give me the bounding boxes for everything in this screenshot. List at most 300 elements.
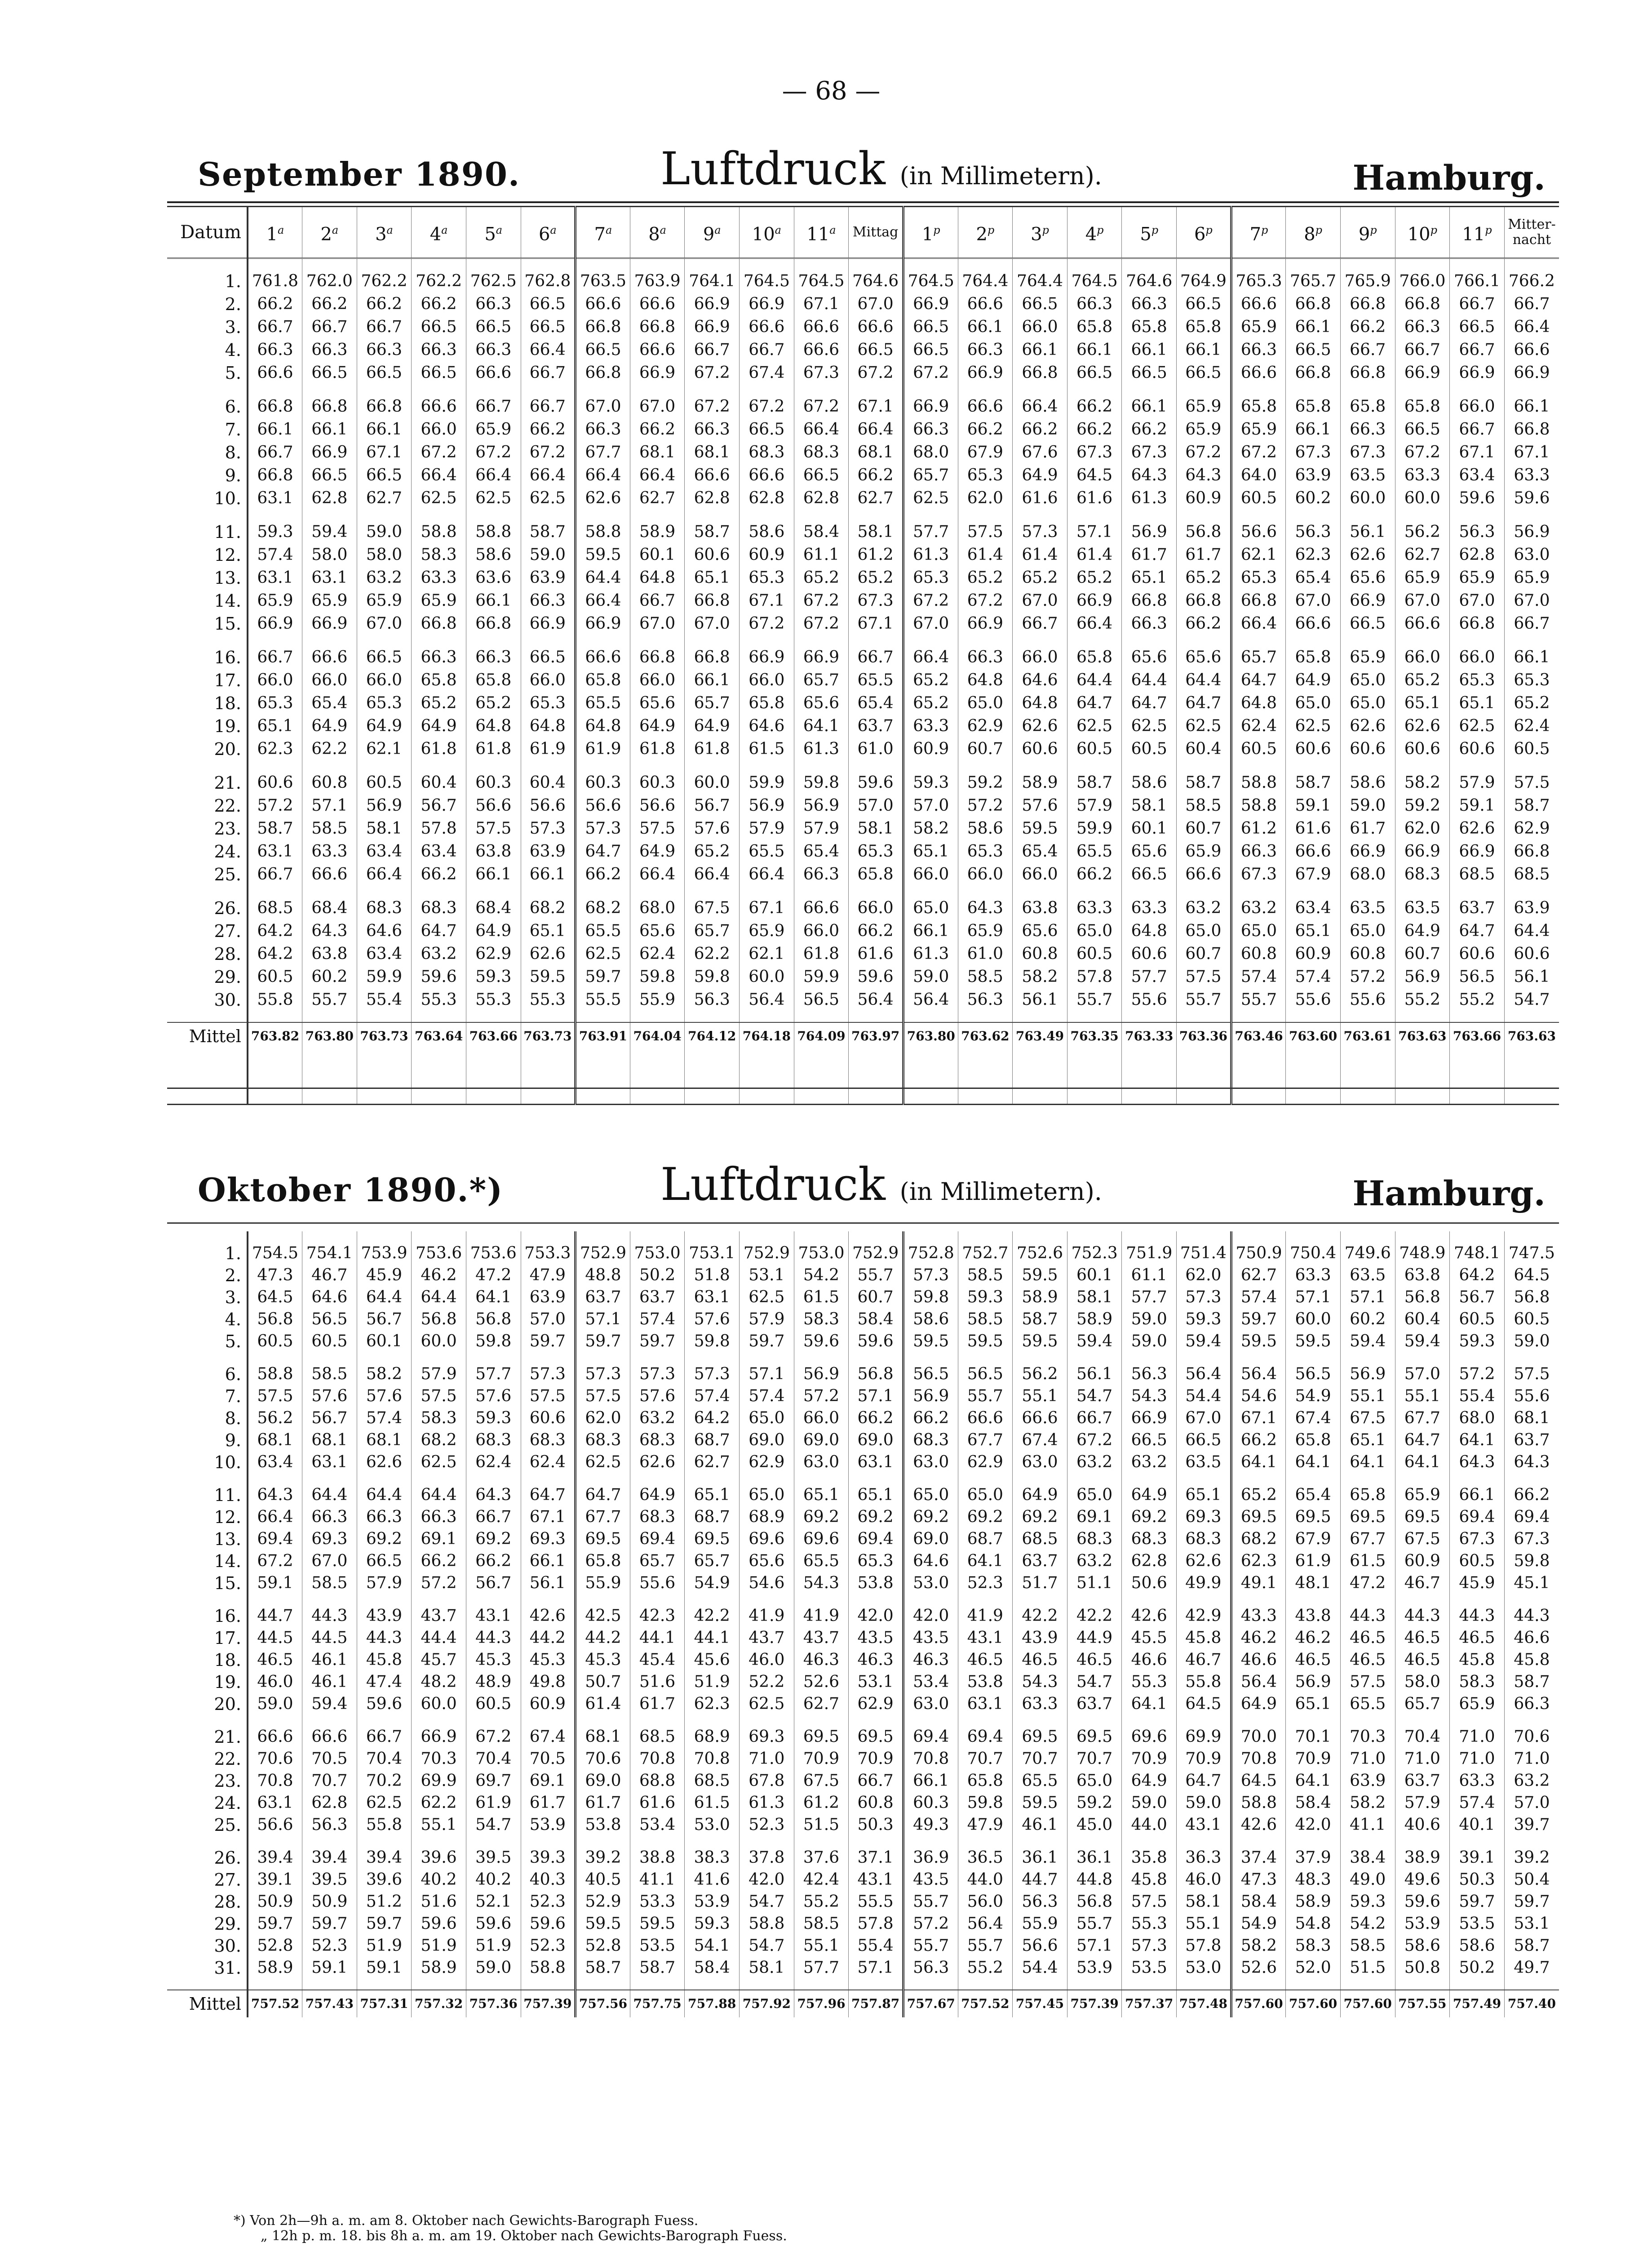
pressure-value: 61.4 [576,1693,630,1715]
pressure-value: 60.6 [1286,737,1341,760]
pressure-value: 46.0 [740,1649,794,1671]
pressure-value: 65.5 [1013,1770,1067,1792]
pressure-value: 764.6 [1122,270,1177,293]
pressure-value: 56.5 [302,1308,357,1330]
pressure-value: 45.3 [466,1649,521,1671]
spacer-cell [1286,886,1341,897]
pressure-value: 66.5 [357,361,412,384]
pressure-value: 58.2 [357,1363,412,1385]
pressure-value: 55.6 [1504,1385,1559,1407]
day-label: 24. [214,1793,241,1813]
pressure-value: 56.9 [1504,520,1559,543]
pressure-value: 66.2 [630,418,685,441]
pressure-value: 59.1 [302,1957,357,1979]
pressure-value: 60.6 [1013,737,1067,760]
pressure-value: 39.6 [357,1869,412,1891]
pressure-value: 62.9 [1504,817,1559,840]
spacer-cell [576,1979,630,1990]
pressure-value: 57.3 [576,817,630,840]
header-hour: 8$^p$ [1286,207,1341,258]
header-hour: 3$^p$ [1013,207,1067,258]
pressure-value: 752.6 [1013,1242,1067,1264]
day-row [167,1550,1559,1572]
spacer-cell [1231,886,1286,897]
pressure-value: 66.9 [1340,589,1395,612]
pressure-value: 60.8 [849,1792,904,1814]
pressure-value: 46.0 [1177,1869,1231,1891]
spacer-cell [794,1352,849,1363]
pressure-value: 57.9 [1067,794,1122,817]
pressure-value: 52.6 [794,1671,849,1693]
pressure-value: 64.9 [302,715,357,737]
pressure-value: 57.2 [412,1572,466,1594]
pressure-value: 67.2 [1067,1429,1122,1451]
pressure-value: 67.3 [1450,1528,1505,1550]
pressure-value: 56.8 [849,1363,904,1385]
spacer-cell [1067,510,1122,520]
day-row [167,1572,1559,1594]
pressure-value: 53.4 [903,1671,958,1693]
pressure-value: 59.5 [630,1913,685,1935]
day-label: 9. [225,465,241,485]
pressure-value: 65.1 [685,566,740,589]
spacer-cell [740,1473,794,1484]
spacer-cell [1340,760,1395,771]
page-number: — 68 — [782,76,881,106]
pressure-value: 43.5 [903,1869,958,1891]
pressure-value: 66.5 [1067,361,1122,384]
pressure-value: 56.3 [1286,520,1341,543]
pressure-value: 64.8 [521,715,576,737]
spacer-cell [1395,1050,1450,1105]
pressure-value: 62.4 [1504,715,1559,737]
mean-value: 757.52 [248,1990,302,2017]
day-label: 21. [214,1727,241,1747]
spacer-cell [903,510,958,520]
pressure-value: 66.1 [1067,338,1122,361]
pressure-value: 70.7 [958,1748,1013,1770]
spacer-cell [576,1231,630,1242]
spacer-cell [740,1594,794,1605]
mean-value: 757.49 [1450,1990,1505,2017]
mean-value: 763.73 [357,1022,412,1050]
pressure-value: 64.1 [1395,1451,1450,1473]
pressure-value: 57.9 [412,1363,466,1385]
pressure-value: 50.3 [1450,1869,1505,1891]
spacer-cell [1067,1473,1122,1484]
pressure-value: 61.0 [849,737,904,760]
pressure-value: 57.8 [412,817,466,840]
spacer-cell [357,1473,412,1484]
pressure-value: 63.2 [1177,897,1231,919]
pressure-value: 58.7 [1504,794,1559,817]
day-label: 2. [225,1265,241,1285]
pressure-value: 54.6 [740,1572,794,1594]
pressure-value: 58.5 [958,1308,1013,1330]
header-hour: 7$^a$ [576,207,630,258]
pressure-value: 57.6 [302,1385,357,1407]
pressure-value: 66.3 [685,418,740,441]
spacer-cell [167,384,248,395]
pressure-value: 66.8 [412,612,466,635]
spacer-cell [958,886,1013,897]
pressure-value: 66.8 [1395,293,1450,315]
pressure-value: 66.9 [1504,361,1559,384]
pressure-value: 62.9 [958,1451,1013,1473]
pressure-value: 37.8 [740,1847,794,1869]
pressure-value: 59.4 [1177,1330,1231,1352]
pressure-value: 52.8 [576,1935,630,1957]
spacer-cell [740,1836,794,1847]
pressure-value: 56.7 [685,794,740,817]
day-row [167,1605,1559,1627]
pressure-value: 65.4 [1286,1484,1341,1506]
pressure-value: 56.3 [1450,520,1505,543]
pressure-value: 64.4 [357,1484,412,1506]
pressure-value: 62.8 [1450,543,1505,566]
pressure-value: 65.9 [357,589,412,612]
day-row [167,1528,1559,1550]
pressure-value: 68.7 [958,1528,1013,1550]
spacer-cell [1504,510,1559,520]
spacer-cell [1504,1352,1559,1363]
day-row [167,1891,1559,1913]
pressure-value: 55.9 [576,1572,630,1594]
pressure-value: 60.4 [1395,1308,1450,1330]
pressure-value: 66.6 [1286,840,1341,863]
spacer-cell [357,1594,412,1605]
pressure-value: 56.7 [357,1308,412,1330]
pressure-value: 69.4 [1450,1506,1505,1528]
pressure-value: 64.7 [1177,692,1231,715]
group-spacer [167,510,1559,520]
pressure-value: 65.0 [1340,692,1395,715]
spacer-cell [357,635,412,646]
spacer-cell [1067,1352,1122,1363]
pressure-value: 66.9 [903,395,958,418]
pressure-value: 47.9 [521,1264,576,1286]
pressure-value: 68.3 [794,441,849,464]
pressure-value: 66.8 [1177,589,1231,612]
day-label: 15. [214,613,241,634]
pressure-value: 59.6 [1395,1891,1450,1913]
pressure-value: 64.3 [958,897,1013,919]
pressure-value: 66.6 [630,338,685,361]
pressure-value: 64.1 [1122,1693,1177,1715]
pressure-value: 747.5 [1504,1242,1559,1264]
pressure-value: 54.7 [1504,988,1559,1011]
pressure-value: 66.3 [412,1506,466,1528]
pressure-value: 58.6 [1395,1935,1450,1957]
pressure-value: 61.2 [794,1792,849,1814]
spacer-cell [1231,635,1286,646]
spacer-cell [466,1715,521,1726]
pressure-value: 65.4 [1013,840,1067,863]
spacer-cell [1340,1473,1395,1484]
pressure-value: 66.2 [412,1550,466,1572]
pressure-value: 59.6 [466,1913,521,1935]
pressure-value: 68.2 [412,1429,466,1451]
pressure-value: 68.3 [630,1506,685,1528]
day-row [167,771,1559,794]
pressure-value: 62.5 [740,1286,794,1308]
pressure-value: 44.2 [576,1627,630,1649]
pressure-value: 62.5 [1067,715,1122,737]
pressure-value: 49.9 [1177,1572,1231,1594]
pressure-value: 59.5 [958,1330,1013,1352]
pressure-value: 66.9 [576,612,630,635]
pressure-value: 67.0 [1395,589,1450,612]
pressure-value: 65.6 [1340,566,1395,589]
pressure-value: 67.0 [357,612,412,635]
pressure-value: 752.7 [958,1242,1013,1264]
spacer-cell [1450,1594,1505,1605]
header-datum: Datum [167,207,248,258]
pressure-value: 45.8 [1122,1869,1177,1891]
pressure-value: 55.4 [1450,1385,1505,1407]
pressure-value: 62.8 [302,1792,357,1814]
pressure-value: 66.6 [958,1407,1013,1429]
pressure-value: 58.8 [740,1913,794,1935]
pressure-value: 46.7 [302,1264,357,1286]
pressure-value: 62.3 [685,1693,740,1715]
day-row [167,520,1559,543]
pressure-value: 62.6 [1450,817,1505,840]
day-label: 8. [225,1408,241,1428]
spacer-cell [167,1011,248,1022]
pressure-value: 67.0 [1450,589,1505,612]
spacer-cell [794,1836,849,1847]
pressure-value: 55.7 [302,988,357,1011]
pressure-value: 60.3 [576,771,630,794]
pressure-value: 56.3 [1013,1891,1067,1913]
pressure-value: 55.2 [1450,988,1505,1011]
pressure-value: 65.0 [1177,919,1231,942]
pressure-value: 53.5 [1450,1913,1505,1935]
pressure-value: 66.1 [1177,338,1231,361]
pressure-value: 67.2 [412,441,466,464]
pressure-value: 59.4 [302,1693,357,1715]
pressure-value: 59.0 [1122,1308,1177,1330]
pressure-value: 64.6 [740,715,794,737]
pressure-value: 60.6 [1450,942,1505,965]
pressure-value: 71.0 [1340,1748,1395,1770]
pressure-value: 63.3 [302,840,357,863]
spacer-cell [1340,1594,1395,1605]
mean-value: 763.80 [903,1022,958,1050]
pressure-value: 44.5 [302,1627,357,1649]
spacer-cell [248,258,302,270]
pressure-value: 65.1 [1286,919,1341,942]
pressure-value: 59.5 [576,543,630,566]
pressure-value: 63.1 [958,1693,1013,1715]
pressure-value: 71.0 [1450,1748,1505,1770]
pressure-value: 54.7 [740,1935,794,1957]
spacer-cell [1013,1715,1067,1726]
spacer-cell [685,1473,740,1484]
day-row [167,1693,1559,1715]
day-label: 29. [214,967,241,987]
pressure-value: 55.3 [1122,1671,1177,1693]
pressure-value: 68.4 [302,897,357,919]
pressure-value: 64.6 [302,1286,357,1308]
pressure-value: 60.5 [466,1693,521,1715]
pressure-value: 55.3 [466,988,521,1011]
pressure-value: 53.1 [849,1671,904,1693]
day-label: 1. [225,1243,241,1263]
pressure-value: 66.2 [1340,315,1395,338]
spacer-cell [1395,1594,1450,1605]
pressure-value: 68.8 [630,1770,685,1792]
spacer-cell [576,1594,630,1605]
spacer-cell [167,1594,248,1605]
spacer-cell [466,886,521,897]
pressure-value: 59.9 [740,771,794,794]
pressure-value: 753.1 [685,1242,740,1264]
pressure-value: 43.7 [794,1627,849,1649]
pressure-value: 63.3 [1286,1264,1341,1286]
pressure-value: 67.1 [740,589,794,612]
pressure-value: 64.9 [1286,669,1341,692]
pressure-value: 66.4 [1013,395,1067,418]
pressure-value: 68.2 [1231,1528,1286,1550]
pressure-value: 58.7 [248,817,302,840]
pressure-value: 65.9 [412,589,466,612]
pressure-value: 65.4 [302,692,357,715]
day-label: 13. [214,1529,241,1549]
pressure-value: 65.6 [794,692,849,715]
pressure-value: 65.7 [685,1550,740,1572]
spacer-cell [1177,635,1231,646]
pressure-value: 69.0 [576,1770,630,1792]
pressure-value: 56.2 [1395,520,1450,543]
pressure-value: 65.5 [576,919,630,942]
pressure-value: 45.9 [1450,1572,1505,1594]
pressure-value: 42.3 [630,1605,685,1627]
pressure-value: 50.4 [1504,1869,1559,1891]
pressure-value: 65.8 [1286,395,1341,418]
pressure-value: 65.8 [1395,395,1450,418]
pressure-value: 66.7 [630,589,685,612]
pressure-value: 62.4 [466,1451,521,1473]
pressure-value: 36.1 [1067,1847,1122,1869]
pressure-value: 68.3 [740,441,794,464]
spacer-cell [1286,1473,1341,1484]
pressure-value: 66.8 [685,589,740,612]
spacer-cell [412,1715,466,1726]
pressure-value: 64.2 [685,1407,740,1429]
pressure-value: 56.6 [466,794,521,817]
spacer-cell [1122,1352,1177,1363]
pressure-value: 65.1 [521,919,576,942]
pressure-value: 762.5 [466,270,521,293]
spacer-cell [412,1231,466,1242]
header-hour: Mitter-nacht [1504,207,1559,258]
day-label: 21. [214,773,241,793]
pressure-value: 59.7 [1231,1308,1286,1330]
pressure-value: 66.2 [958,418,1013,441]
pressure-value: 46.6 [1231,1649,1286,1671]
pressure-value: 58.1 [740,1957,794,1979]
spacer-cell [167,760,248,771]
pressure-value: 66.8 [1340,361,1395,384]
day-row [167,1649,1559,1671]
pressure-value: 48.9 [466,1671,521,1693]
pressure-value: 39.2 [576,1847,630,1869]
spacer-cell [794,886,849,897]
pressure-value: 63.6 [466,566,521,589]
pressure-value: 60.8 [1231,942,1286,965]
pressure-value: 63.9 [1340,1770,1395,1792]
day-row [167,1330,1559,1352]
pressure-value: 56.3 [958,988,1013,1011]
pressure-value: 56.4 [958,1913,1013,1935]
pressure-value: 56.4 [740,988,794,1011]
pressure-value: 62.3 [1286,543,1341,566]
pressure-value: 57.3 [1122,1935,1177,1957]
month-label: Oktober 1890.*) [198,1171,504,1209]
pressure-value: 69.1 [521,1770,576,1792]
pressure-value: 62.7 [357,487,412,510]
pressure-value: 63.0 [903,1451,958,1473]
pressure-value: 62.0 [576,1407,630,1429]
day-label: 9. [225,1430,241,1450]
pressure-value: 44.3 [302,1605,357,1627]
pressure-value: 43.1 [958,1627,1013,1649]
pressure-value: 60.3 [903,1792,958,1814]
pressure-value: 66.6 [1504,338,1559,361]
pressure-value: 62.9 [740,1451,794,1473]
day-row [167,1484,1559,1506]
day-row [167,1935,1559,1957]
pressure-value: 66.7 [248,863,302,886]
group-spacer [167,1594,1559,1605]
spacer-cell [167,1715,248,1726]
spacer-cell [1231,760,1286,771]
pressure-value: 57.0 [903,794,958,817]
day-label: 28. [214,944,241,964]
pressure-value: 66.6 [1177,863,1231,886]
pressure-value: 57.7 [903,520,958,543]
pressure-value: 43.1 [849,1869,904,1891]
pressure-value: 69.2 [958,1506,1013,1528]
bottom-spacer [167,1050,1559,1105]
pressure-value: 59.3 [685,1913,740,1935]
spacer-cell [466,1836,521,1847]
pressure-value: 55.7 [903,1891,958,1913]
pressure-value: 60.6 [1504,942,1559,965]
pressure-value: 66.9 [1395,840,1450,863]
spacer-cell [357,1979,412,1990]
pressure-value: 766.2 [1504,270,1559,293]
pressure-value: 62.6 [1013,715,1067,737]
pressure-value: 67.1 [357,441,412,464]
spacer-cell [357,886,412,897]
pressure-value: 56.9 [903,1385,958,1407]
pressure-value: 63.1 [302,566,357,589]
pressure-value: 61.1 [1122,1264,1177,1286]
day-label: 25. [214,864,241,884]
pressure-value: 764.4 [958,270,1013,293]
pressure-value: 66.9 [630,361,685,384]
pressure-value: 64.4 [1504,919,1559,942]
pressure-value: 58.3 [1286,1935,1341,1957]
pressure-value: 65.7 [1231,646,1286,669]
pressure-value: 70.8 [685,1748,740,1770]
pressure-value: 66.1 [466,863,521,886]
spacer-cell [903,1979,958,1990]
pressure-value: 60.0 [1340,487,1395,510]
